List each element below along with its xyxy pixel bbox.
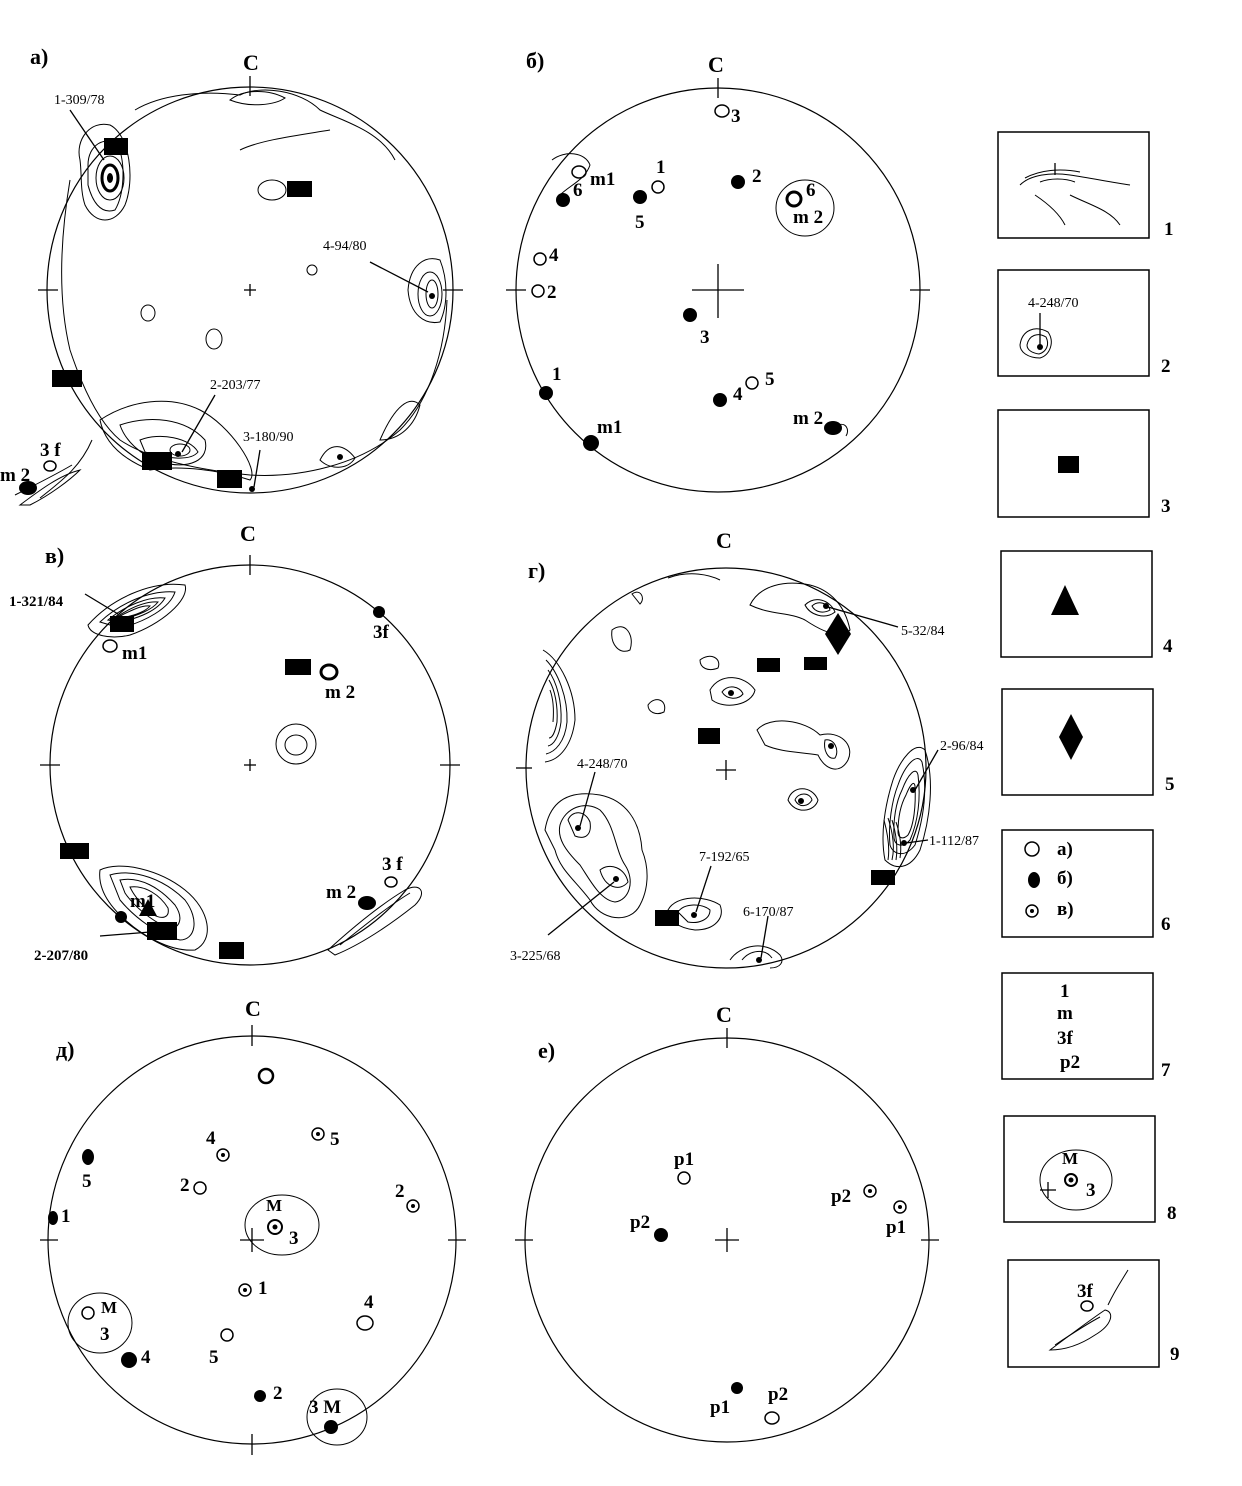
label: 2 [273,1383,283,1404]
square-marker [52,370,82,387]
panel-b [506,48,930,492]
label: 3 М [309,1397,342,1418]
panel-a-letter: а) [30,44,49,69]
label: 6 [573,180,583,201]
label: 5 [765,369,775,390]
panel-g-annotation-4: 4-248/70 [577,757,628,772]
diamond-marker [1059,714,1083,760]
label: 3 [289,1228,299,1249]
label-m2: m 2 [326,882,357,903]
legend-item: б) [1057,868,1073,889]
panel-g-annotation-6: 6-170/87 [743,905,794,920]
label: 5 [82,1171,92,1192]
panel-d [40,996,466,1455]
label-m1: m1 [130,891,156,912]
label: p2 [831,1186,852,1207]
label: М [266,1196,283,1215]
label: 3 [100,1324,110,1345]
panel-g-annotation-7: 7-192/65 [699,850,750,865]
panel-a-north: С [243,50,259,75]
label: m1 [597,417,623,438]
panel-b-letter: б) [526,48,545,73]
label: 5 [635,212,645,233]
label: 4 [206,1128,216,1149]
label: 4 [141,1347,151,1368]
panel-a-annotation-2: 2-203/77 [210,378,261,393]
label: 5 [209,1347,219,1368]
label: m 2 [793,207,824,228]
label: 3 [731,106,741,127]
square-marker [142,452,172,470]
label: 1 [656,157,666,178]
legend-number: 5 [1165,774,1175,795]
legend-label: М [1062,1149,1079,1168]
legend-item: в) [1057,899,1074,920]
label: p1 [710,1397,731,1418]
legend-line: p2 [1060,1052,1081,1073]
label: 1 [552,364,562,385]
panel-g-annotation-3: 3-225/68 [510,949,561,964]
panel-d-north: С [245,996,261,1021]
legend-number: 3 [1161,496,1171,517]
legend-number: 2 [1161,356,1171,377]
label: 1 [258,1278,268,1299]
legend-number: 8 [1167,1203,1177,1224]
label-m2: m 2 [0,465,31,486]
legend-box-2 [998,270,1149,376]
legend-label: 3f [1077,1281,1093,1302]
label: 2 [547,282,557,303]
panel-v-annotation-1: 1-321/84 [9,594,64,610]
panel-g-letter: г) [528,558,546,583]
label: 4 [364,1292,374,1313]
panel-e [515,1002,939,1442]
label: p2 [630,1212,651,1233]
panel-a-annotation-4: 4-94/80 [323,239,367,254]
label: 5 [330,1129,340,1150]
legend-line: m [1057,1003,1073,1024]
legend-number: 1 [1164,219,1174,240]
panel-e-north: С [716,1002,732,1027]
square-marker [1058,456,1079,473]
legend-line: 1 [1060,981,1070,1002]
label: 2 [180,1175,190,1196]
square-marker [104,138,128,155]
label: 2 [752,166,762,187]
triangle-marker [1051,585,1079,615]
panel-a-annotation-3: 3-180/90 [243,430,294,445]
label: p2 [768,1384,789,1405]
legend-number: 4 [1163,636,1173,657]
label-3f: 3f [373,622,389,643]
label: 3 [700,327,710,348]
legend [998,132,1180,1367]
label: 6 [806,180,816,201]
label-3f: 3 f [382,854,403,875]
label-3f: 3 f [40,440,61,461]
panel-a-contours [15,90,447,505]
legend-number: 7 [1161,1060,1171,1081]
panel-g [510,528,984,968]
panel-g-annotation-2: 2-96/84 [940,739,984,754]
legend-box-9 [1008,1260,1159,1367]
legend-box-8 [1004,1116,1155,1222]
square-marker [287,181,312,197]
legend-box-4 [1001,551,1152,657]
panel-g-annotation-5: 5-32/84 [901,624,945,639]
panel-e-letter: е) [538,1038,556,1063]
label-m1: m1 [122,643,148,664]
panel-v-annotation-2: 2-207/80 [34,948,89,964]
label: p1 [886,1217,907,1238]
legend-line: 3f [1057,1028,1073,1049]
label: 1 [61,1206,71,1227]
legend-label: 3 [1086,1180,1096,1201]
label: m 2 [793,408,824,429]
label: 4 [733,384,743,405]
label: 2 [395,1181,405,1202]
square-marker [217,470,242,488]
panel-v [9,521,460,965]
legend-box-6 [1002,830,1153,937]
label: 4 [549,245,559,266]
panel-b-north: С [708,52,724,77]
label: p1 [674,1149,695,1170]
panel-v-north: С [240,521,256,546]
panel-g-north: С [716,528,732,553]
legend-number: 6 [1161,914,1171,935]
panel-a [0,44,463,505]
panel-a-annotation-1: 1-309/78 [54,93,105,108]
label: m1 [590,169,616,190]
panel-d-letter: д) [56,1037,75,1062]
legend-annotation: 4-248/70 [1028,296,1079,311]
legend-number: 9 [1170,1344,1180,1365]
legend-item: а) [1057,839,1073,860]
panel-v-letter: в) [45,543,65,568]
label-m2: m 2 [325,682,356,703]
label: М [101,1298,118,1317]
panel-g-annotation-1: 1-112/87 [929,834,980,849]
